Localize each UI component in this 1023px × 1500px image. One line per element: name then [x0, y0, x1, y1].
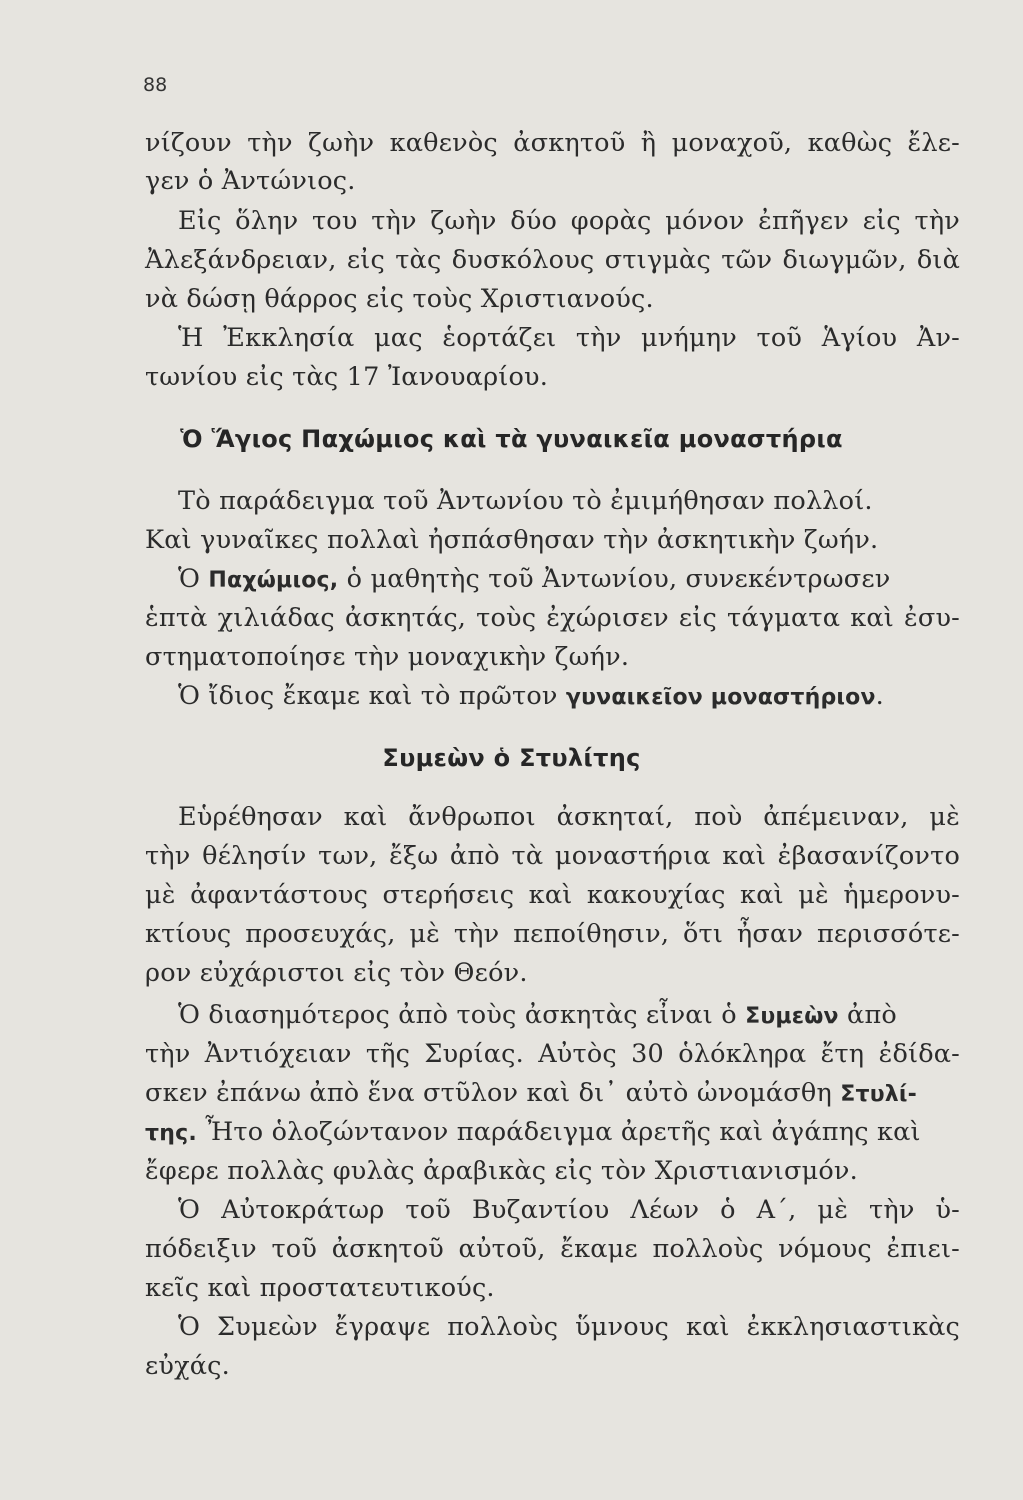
- text-line: νὰ δώσῃ θάρρος εἰς τοὺς Χριστιανούς.: [145, 284, 654, 314]
- text-line: κτίους προσευχάς, μὲ τὴν πεποίθησιν, ὅτι ἦσαν περισσότε-: [145, 919, 960, 949]
- page-number: 88: [143, 74, 168, 96]
- text-line: [145, 1117, 960, 1149]
- text-run: Ἦτο ὁλοζώντανον παράδειγμα ἀρετῆς καὶ ἀγάπης καὶ: [196, 1117, 921, 1147]
- section-heading-symeon: Συμεὼν ὁ Στυλίτης: [382, 744, 641, 772]
- text-line: Τὸ παράδειγμα τοῦ Ἀντωνίου τὸ ἐμιμήθησαν πολλοί.: [178, 486, 873, 516]
- text-run: ἀπὸ: [838, 1000, 897, 1030]
- text-line: κεῖς καὶ προστατευτικούς.: [145, 1273, 495, 1303]
- text-line: Ὁ Αὐτοκράτωρ τοῦ Βυζαντίου Λέων ὁ Α΄, μὲ τὴν ὑ-: [178, 1195, 960, 1225]
- text-line: [145, 1078, 960, 1110]
- bold-word-stylites: Στυλί-: [840, 1082, 917, 1107]
- text-line: πόδειξιν τοῦ ἀσκητοῦ αὐτοῦ, ἔκαμε πολλοὺς νόμους ἐπιει-: [145, 1234, 960, 1264]
- text-line: τὴν Ἀντιόχειαν τῆς Συρίας. Αὐτὸς 30 ὁλόκληρα ἔτη ἐδίδα-: [145, 1039, 960, 1069]
- text-line: ρον εὐχάριστοι εἰς τὸν Θεόν.: [145, 958, 528, 988]
- text-line: Ἡ Ἐκκλησία μας ἑορτάζει τὴν μνήμην τοῦ Ἁγίου Ἀν-: [178, 323, 960, 353]
- bold-name-symeon: Συμεὼν: [745, 1004, 839, 1029]
- section-heading-pachomius: Ὁ Ἅγιος Παχώμιος καὶ τὰ γυναικεῖα μοναστήρια: [180, 425, 843, 453]
- text-line: Ὁ Συμεὼν ἔγραψε πολλοὺς ὕμνους καὶ ἐκκλησιαστικὰς: [178, 1312, 960, 1342]
- text-run: σκεν ἐπάνω ἀπὸ ἕνα στῦλον καὶ δι᾽ αὐτὸ ὠνομάσθη: [145, 1078, 841, 1108]
- text-line: τωνίου εἰς τὰς 17 Ἰανουαρίου.: [145, 362, 549, 392]
- text-line: ἑπτὰ χιλιάδας ἀσκητάς, τοὺς ἐχώρισεν εἰς τάγματα καὶ ἐσυ-: [145, 603, 960, 633]
- text-line: [178, 681, 993, 713]
- text-line: ἔφερε πολλὰς φυλὰς ἀραβικὰς εἰς τὸν Χριστιανισμόν.: [145, 1156, 858, 1186]
- text-run: .: [875, 681, 884, 711]
- text-run: Ὁ διασημότερος ἀπὸ τοὺς ἀσκητὰς εἶναι ὁ: [178, 1000, 746, 1030]
- text-line: μὲ ἀφαντάστους στερήσεις καὶ κακουχίας καὶ μὲ ἡμερονυ-: [145, 880, 960, 910]
- bold-word-stylites-end: της.: [145, 1121, 197, 1146]
- text-line: Καὶ γυναῖκες πολλαὶ ἠσπάσθησαν τὴν ἀσκητικὴν ζωήν.: [145, 525, 879, 555]
- text-line: εὐχάς.: [145, 1351, 230, 1381]
- text-line: Ἀλεξάνδρειαν, εἰς τὰς δυσκόλους στιγμὰς τῶν διωγμῶν, διὰ: [145, 245, 960, 275]
- text-run: Ὁ ἴδιος ἔκαμε καὶ τὸ πρῶτον: [178, 681, 566, 711]
- text-run: Ὁ: [178, 564, 209, 594]
- text-line: Εὑρέθησαν καὶ ἄνθρωποι ἀσκηταί, ποὺ ἀπέμειναν, μὲ: [178, 802, 960, 832]
- text-line: τὴν θέλησίν των, ἔξω ἀπὸ τὰ μοναστήρια καὶ ἐβασανίζοντο: [145, 841, 960, 871]
- text-line: Εἰς ὅλην του τὴν ζωὴν δύο φορὰς μόνον ἐπῆγεν εἰς τὴν: [178, 206, 960, 236]
- text-line: [178, 564, 993, 596]
- text-line: νίζουν τὴν ζωὴν καθενὸς ἀσκητοῦ ἢ μοναχοῦ, καθὼς ἔλε-: [145, 128, 960, 158]
- text-line: γεν ὁ Ἀντώνιος.: [145, 166, 356, 196]
- text-run: ὁ μαθητὴς τοῦ Ἀντωνίου, συνεκέντρωσεν: [338, 564, 891, 594]
- text-line: στηματοποίησε τὴν μοναχικὴν ζωήν.: [145, 642, 630, 672]
- bold-name-pachomius: Παχώμιος,: [208, 568, 339, 593]
- text-line: [178, 1000, 993, 1032]
- bold-phrase-first-convent: γυναικεῖον μοναστήριον: [565, 685, 876, 710]
